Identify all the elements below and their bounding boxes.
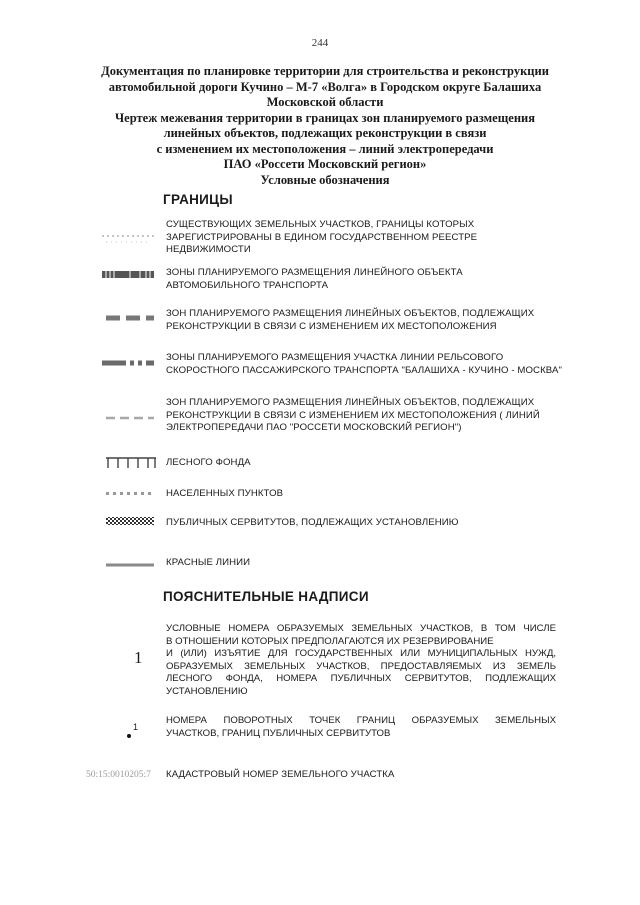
title-line: Московской области	[266, 95, 384, 109]
title-line: Чертеж межевания территории в границах зон планируемого размещения	[115, 110, 535, 125]
legend-item-rail-zone: ЗОНЫ ПЛАНИРУЕМОГО РАЗМЕЩЕНИЯ УЧАСТКА ЛИНИИ РЕЛЬСОВОГО СКОРОСТНОГО ПАССАЖИРСКОГО ТРАНСПОРТА "БАЛАШИХА - КУЧИНО - МОСКВА"	[166, 352, 562, 376]
settlement-boundary-symbol	[104, 489, 156, 497]
boundaries-heading: ГРАНИЦЫ	[163, 192, 233, 207]
explanatory-item-turning-points: НОМЕРА ПОВОРОТНЫХ ТОЧЕК ГРАНИЦ ОБРАЗУЕМЫХ ЗЕМЕЛЬНЫХ УЧАСТКОВ, ГРАНИЦ ПУБЛИЧНЫХ СЕРВИТУТОВ	[166, 715, 556, 739]
document-title	[80, 64, 570, 188]
existing-plot-boundary-symbol	[100, 232, 156, 246]
title-line: Документация по планировке территории для строительства и реконструкции	[101, 64, 549, 78]
rail-zone-boundary-symbol	[100, 359, 156, 367]
legend-item-forest-fund: ЛЕСНОГО ФОНДА	[166, 457, 251, 468]
red-lines-symbol	[104, 562, 156, 568]
explanatory-heading: ПОЯСНИТЕЛЬНЫЕ НАДПИСИ	[163, 589, 369, 604]
legend-item-power-line-zone: ЗОН ПЛАНИРУЕМОГО РАЗМЕЩЕНИЯ ЛИНЕЙНЫХ ОБЪЕКТОВ, ПОДЛЕЖАЩИХ РЕКОНСТРУКЦИИ В СВЯЗИ С ИЗМЕНЕНИЕМ ИХ МЕСТОПОЛОЖЕНИЯ ( ЛИНИЙ ЭЛЕКТРОПЕРЕДАЧИ ПАО "РОССЕТИ МОСКОВСКИЙ РЕГИОН")	[166, 397, 540, 433]
title-line: Условные обозначения	[260, 172, 390, 187]
road-zone-boundary-symbol	[100, 270, 156, 280]
title-line: с изменением их местоположения – линий электропередачи	[156, 141, 494, 156]
legend-item-road-zone: ЗОНЫ ПЛАНИРУЕМОГО РАЗМЕЩЕНИЯ ЛИНЕЙНОГО ОБЪЕКТА АВТОМОБИЛЬНОГО ТРАНСПОРТА	[166, 267, 463, 291]
title-line: ПАО «Россети Московский регион»	[223, 157, 427, 171]
title-line: линейных объектов, подлежащих реконструкции в связи	[163, 126, 487, 140]
legend-item-servitudes: ПУБЛИЧНЫХ СЕРВИТУТОВ, ПОДЛЕЖАЩИХ УСТАНОВЛЕНИЮ	[166, 517, 459, 528]
legend-item-red-lines: КРАСНЫЕ ЛИНИИ	[166, 557, 251, 568]
turning-point-dot-icon	[127, 734, 131, 738]
title-line: автомобильной дороги Кучино – М-7 «Волга» в Городском округе Балашиха	[108, 79, 542, 94]
cadastral-number-sample: 50:15:0010205:7	[86, 770, 151, 780]
servitude-boundary-symbol	[104, 516, 156, 526]
relocation-zone-boundary-symbol	[104, 314, 156, 322]
power-line-zone-boundary-symbol	[104, 415, 156, 421]
page-number: 244	[311, 37, 329, 49]
plot-number-sample: 1	[134, 648, 143, 667]
turning-point-sample: 1	[127, 722, 138, 738]
legend-item-existing-plots: СУЩЕСТВУЮЩИХ ЗЕМЕЛЬНЫХ УЧАСТКОВ, ГРАНИЦЫ КОТОРЫХ ЗАРЕГИСТРИРОВАНЫ В ЕДИНОМ ГОСУДАРСТВЕННОМ РЕЕСТРЕ НЕДВИЖИМОСТИ	[166, 219, 478, 255]
explanatory-item-cadastral: КАДАСТРОВЫЙ НОМЕР ЗЕМЕЛЬНОГО УЧАСТКА	[166, 769, 395, 780]
forest-fund-boundary-symbol	[104, 456, 158, 470]
legend-item-relocation-zone: ЗОН ПЛАНИРУЕМОГО РАЗМЕЩЕНИЯ ЛИНЕЙНЫХ ОБЪЕКТОВ, ПОДЛЕЖАЩИХ РЕКОНСТРУКЦИИ В СВЯЗИ С ИЗМЕНЕНИЕМ ИХ МЕСТОПОЛОЖЕНИЯ	[166, 308, 535, 332]
legend-item-settlements: НАСЕЛЕННЫХ ПУНКТОВ	[166, 488, 284, 499]
explanatory-item-plot-numbers: УСЛОВНЫЕ НОМЕРА ОБРАЗУЕМЫХ ЗЕМЕЛЬНЫХ УЧАСТКОВ, В ТОМ ЧИСЛЕ В ОТНОШЕНИИ КОТОРЫХ ПРЕДПОЛАГАЮТСЯ ИХ РЕЗЕРВИРОВАНИЕ И (ИЛИ) ИЗЪЯТИЕ ДЛЯ ГОСУДАРСТВЕННЫХ ИЛИ МУНИЦИПАЛЬНЫХ НУЖД, ОБРАЗУЕМЫХ ЗЕМЕЛЬНЫХ УЧАСТКОВ, ПРЕДОСТАВЛЯЕМЫХ ИЗ ЗЕМЕЛЬ ЛЕСНОГО ФОНДА, НОМЕРА ПУБЛИЧНЫХ СЕРВИТУТОВ, ПОДЛЕЖАЩИХ УСТАНОВЛЕНИЮ	[166, 623, 556, 697]
